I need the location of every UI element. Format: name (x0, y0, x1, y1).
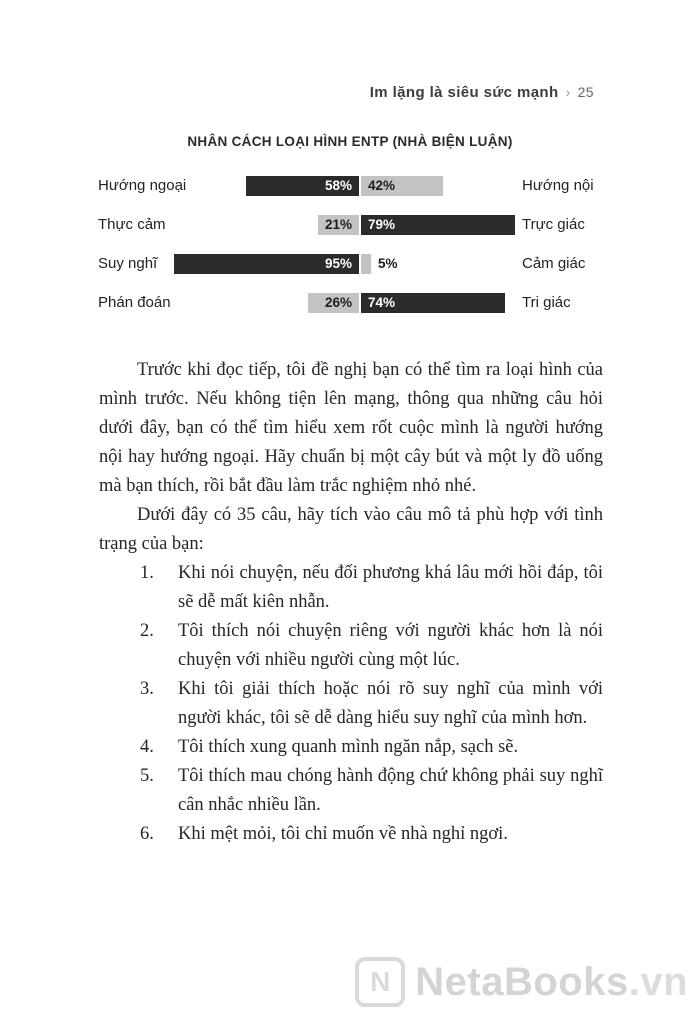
chart-row (0, 293, 700, 313)
body-text (99, 356, 603, 849)
page-number: 25 (577, 84, 594, 100)
list-item (99, 820, 603, 849)
item-number: 6. (140, 824, 154, 844)
item-text: Tôi thích mau chóng hành động chứ không phải suy nghĩ cân nhắc nhiều lần. (178, 766, 603, 815)
item-number: 2. (140, 621, 154, 641)
item-text: Khi mệt mỏi, tôi chỉ muốn về nhà nghỉ ngơi. (178, 824, 508, 844)
bar-left (246, 176, 359, 196)
chart-row (0, 254, 700, 274)
item-text: Tôi thích nói chuyện riêng với người khác hơn là nói chuyện với nhiều người cùng một lúc. (178, 621, 603, 670)
watermark-brand: NetaBooks (415, 959, 629, 1004)
item-text: Khi tôi giải thích hoặc nói rõ suy nghĩ của mình với người khác, tôi sẽ dễ dàng hiểu suy nghĩ của mình hơn. (178, 679, 603, 728)
percent-label: 21% (324, 217, 352, 232)
item-number: 5. (140, 766, 154, 786)
list-item (99, 675, 603, 733)
chart-row (0, 215, 700, 235)
bar-left (308, 293, 359, 313)
running-head-separator: › (565, 84, 571, 100)
item-number: 4. (140, 737, 154, 757)
running-head-title: Im lặng là siêu sức mạnh (369, 84, 559, 101)
paragraph: Trước khi đọc tiếp, tôi đề nghị bạn có thể tìm ra loại hình của mình trước. Nếu không tiện lên mạng, thông qua những câu hỏi dưới đây, bạn có thể tìm hiểu xem rốt cuộc mình là người hướng nội hay hướng ngoại. Hãy chuẩn bị một cây bút và một ly đồ uống mà bạn thích, rồi bắt đầu làm trắc nghiệm nhỏ nhé. (99, 360, 603, 496)
percent-label: 58% (324, 178, 352, 193)
axis-label-left: Phán đoán (98, 294, 171, 311)
axis-label-left: Hướng ngoại (98, 177, 187, 194)
percent-label: 95% (324, 256, 352, 271)
percent-label: 26% (324, 295, 352, 310)
percent-label: 74% (368, 295, 396, 310)
list-item (99, 559, 603, 617)
axis-label-right: Cảm giác (522, 255, 586, 272)
list-item (99, 762, 603, 820)
item-text: Khi nói chuyện, nếu đối phương khá lâu mới hồi đáp, tôi sẽ dễ mất kiên nhẫn. (178, 563, 603, 612)
watermark-text (415, 960, 688, 1005)
bar-right (361, 293, 505, 313)
percent-label: 79% (368, 217, 396, 232)
list-item (99, 733, 603, 762)
bar-left (318, 215, 359, 235)
chart-title: NHÂN CÁCH LOẠI HÌNH ENTP (NHÀ BIỆN LUẬN) (187, 134, 513, 149)
netabooks-logo-icon: N (355, 957, 405, 1007)
percent-label: 5% (378, 256, 398, 271)
percent-label: 42% (368, 178, 396, 193)
axis-label-right: Hướng nội (522, 177, 594, 194)
personality-chart (0, 176, 700, 332)
watermark (355, 957, 688, 1007)
bar-right (361, 215, 515, 235)
bar-right (361, 176, 443, 196)
list-item (99, 617, 603, 675)
bar-right (361, 254, 398, 274)
running-head (370, 84, 594, 101)
question-list (99, 559, 603, 849)
axis-label-right: Trực giác (522, 216, 585, 233)
paragraph: Dưới đây có 35 câu, hãy tích vào câu mô tả phù hợp với tình trạng của bạn: (99, 505, 603, 554)
item-number: 3. (140, 679, 154, 699)
axis-label-left: Thực cảm (98, 216, 166, 233)
chart-row (0, 176, 700, 196)
watermark-suffix: .vn (628, 959, 688, 1004)
axis-label-left: Suy nghĩ (98, 255, 158, 272)
item-text: Tôi thích xung quanh mình ngăn nắp, sạch sẽ. (178, 737, 519, 757)
axis-label-right: Tri giác (522, 294, 571, 311)
item-number: 1. (140, 563, 154, 583)
bar-left (174, 254, 359, 274)
